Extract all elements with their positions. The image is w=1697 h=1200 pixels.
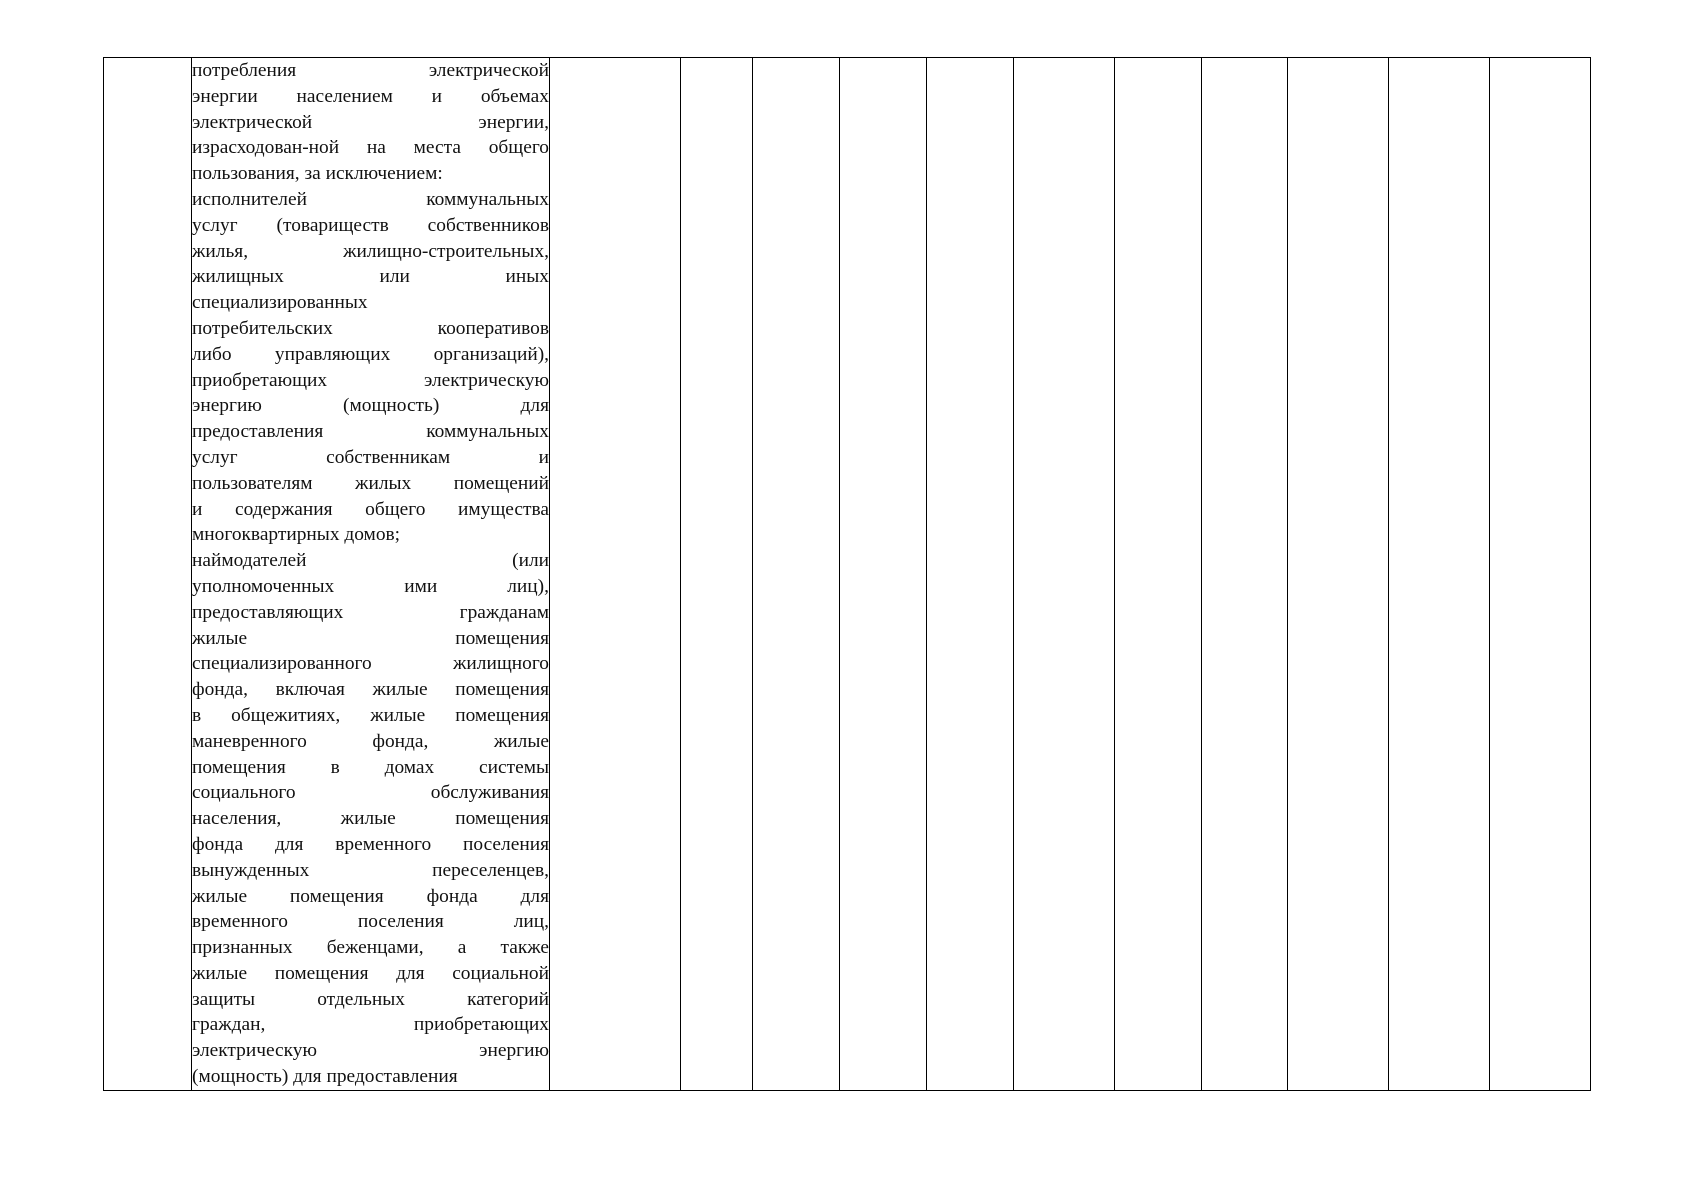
text-line: электрической энергии,	[192, 111, 549, 133]
text-line: потребления электрической	[192, 60, 549, 81]
data-table	[103, 57, 1591, 1091]
table-cell-col11	[1288, 58, 1389, 1091]
text-line: энергию (мощность) для	[192, 395, 549, 417]
description-text	[192, 58, 549, 1090]
text-line: жилищных или иных	[192, 266, 549, 288]
table-cell-col9	[1115, 58, 1202, 1091]
text-line: фонда для временного поселения	[192, 833, 549, 855]
text-line: граждан, приобретающих	[192, 1014, 549, 1036]
text-line: (мощность) для предоставления	[192, 1066, 458, 1088]
table-cell-col13	[1490, 58, 1591, 1091]
text-line: населения, жилые помещения	[192, 808, 549, 830]
table-cell-col6	[840, 58, 927, 1091]
text-line: израсходован-ной на места общего	[192, 137, 549, 159]
text-line: вынужденных переселенцев,	[192, 859, 549, 881]
table-cell-col4	[681, 58, 753, 1091]
text-line: энергии населением и объемах	[192, 85, 549, 107]
table-cell-description	[192, 58, 550, 1091]
text-line: приобретающих электрическую	[192, 369, 549, 391]
text-line: услуг собственникам и	[192, 446, 549, 468]
text-line: и содержания общего имущества	[192, 498, 549, 520]
text-line: жилые помещения для социальной	[192, 962, 549, 984]
text-line: жилые помещения	[192, 627, 549, 649]
text-line: временного поселения лиц,	[192, 911, 549, 933]
text-line: пользователям жилых помещений	[192, 472, 549, 494]
text-line: многоквартирных домов;	[192, 524, 401, 546]
table-cell-col5	[753, 58, 840, 1091]
table-row	[104, 58, 1591, 1091]
text-line: в общежитиях, жилые помещения	[192, 704, 549, 726]
text-line: жилья, жилищно-строительных,	[192, 240, 549, 262]
text-line: наймодателей (или	[192, 550, 549, 572]
table-cell-col8	[1014, 58, 1115, 1091]
text-line: специализированных	[192, 292, 368, 314]
text-line: либо управляющих организаций),	[192, 343, 549, 365]
table-cell-col12	[1389, 58, 1490, 1091]
text-line: признанных беженцами, а также	[192, 937, 549, 959]
text-line: электрическую энергию	[192, 1040, 549, 1062]
table-cell-col3	[550, 58, 681, 1091]
text-line: маневренного фонда, жилые	[192, 730, 549, 752]
text-line: социального обслуживания	[192, 782, 549, 804]
text-line: услуг (товариществ собственников	[192, 214, 549, 236]
text-line: защиты отдельных категорий	[192, 988, 549, 1010]
text-line: фонда, включая жилые помещения	[192, 679, 549, 701]
text-line: исполнителей коммунальных	[192, 188, 549, 210]
text-line: потребительских кооперативов	[192, 317, 549, 339]
table-cell-number	[104, 58, 192, 1091]
text-line: пользования, за исключением:	[192, 163, 443, 185]
table-cell-col10	[1202, 58, 1288, 1091]
text-line: предоставления коммунальных	[192, 421, 549, 443]
text-line: уполномоченных ими лиц),	[192, 575, 549, 597]
table-cell-col7	[927, 58, 1014, 1091]
text-line: предоставляющих гражданам	[192, 601, 549, 623]
text-line: помещения в домах системы	[192, 756, 549, 778]
text-line: жилые помещения фонда для	[192, 885, 549, 907]
text-line: специализированного жилищного	[192, 653, 549, 675]
